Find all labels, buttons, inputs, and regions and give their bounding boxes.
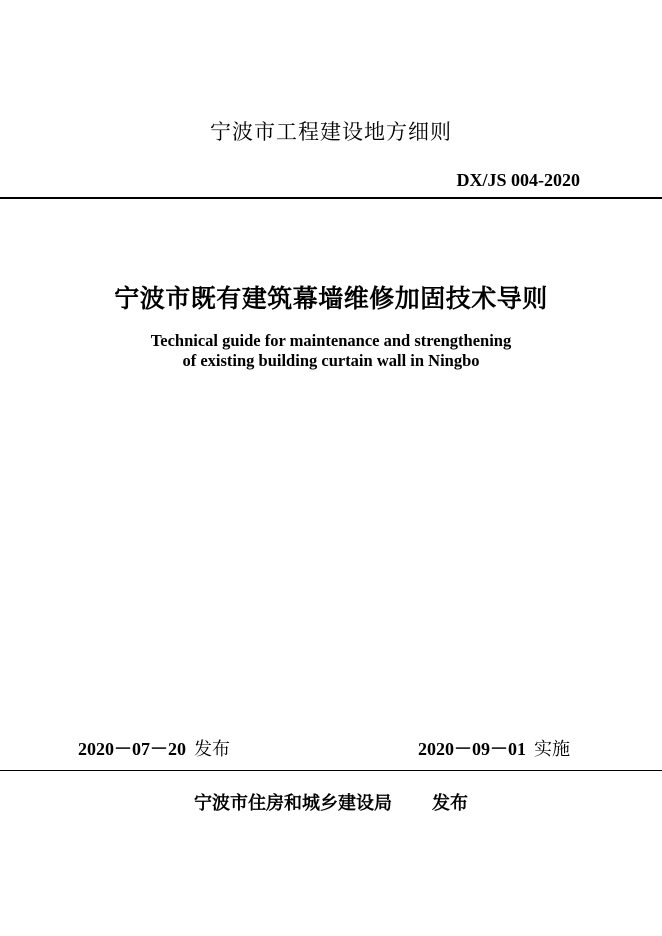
header-divider [0,197,662,199]
english-title-line-1: Technical guide for maintenance and strengthening [150,331,512,350]
main-title-english [0,331,662,371]
effective-date: 2020－09－01 [418,739,526,759]
publish-date-block [78,735,230,761]
publish-date: 2020－07－20 [78,739,186,759]
english-title-line-2: of existing building curtain wall in Ningbo [182,351,480,370]
publish-label: 发布 [194,739,230,760]
publisher-action: 发布 [432,793,468,814]
publisher-name: 宁波市住房和城乡建设局 [194,793,392,814]
document-code: DX/JS 004-2020 [456,170,580,190]
effective-label: 实施 [534,739,570,760]
series-title: 宁波市工程建设地方细则 [210,120,452,144]
main-title-chinese: 宁波市既有建筑幕墙维修加固技术导则 [114,284,548,313]
footer-divider [0,770,662,771]
effective-date-block [418,735,570,761]
publisher-line [0,789,662,815]
